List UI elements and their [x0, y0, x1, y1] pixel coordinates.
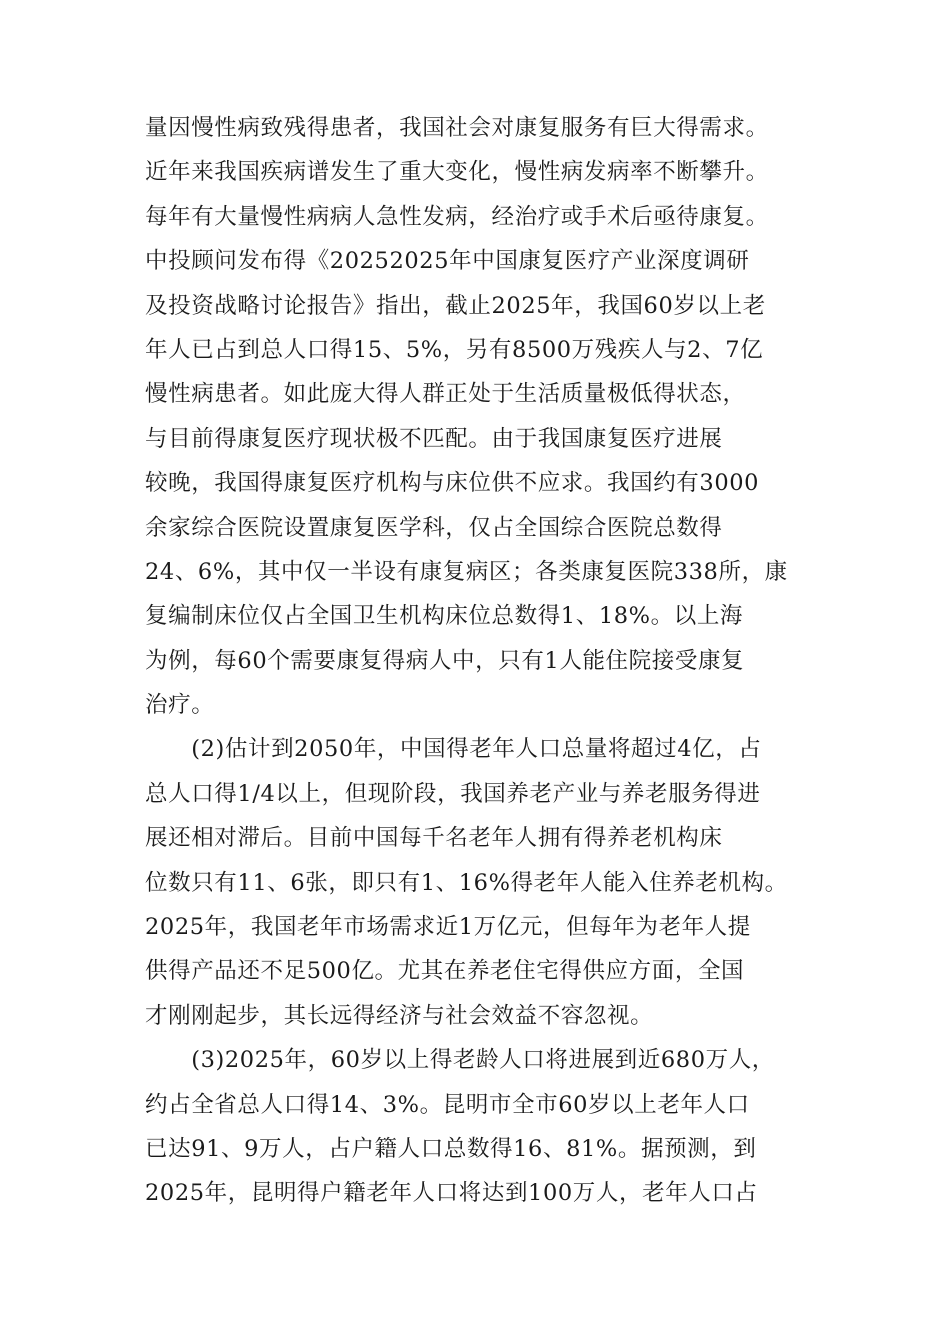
- paragraph-1-line-5: 及投资战略讨论报告》指出，截止2025年，我国60岁以上老: [145, 292, 766, 319]
- paragraph-1-line-7: 慢性病患者。如此庞大得人群正处于生活质量极低得状态，: [145, 381, 746, 408]
- document-body: [145, 106, 815, 1216]
- paragraph-3-line-1: (3)2025年，60岁以上得老龄人口将进展到近680万人，: [145, 1047, 775, 1074]
- paragraph-2-line-6: 供得产品还不足500亿。尤其在养老住宅得供应方面，全国: [145, 958, 745, 985]
- paragraph-3-line-3: 已达91、9万人，占户籍人口总数得16、81%。据预测，到: [145, 1135, 757, 1162]
- paragraph-2-line-5: 2025年，我国老年市场需求近1万亿元，但每年为老年人提: [145, 914, 751, 941]
- paragraph-3-line-4: 2025年，昆明得户籍老年人口将达到100万人，老年人口占: [145, 1180, 758, 1207]
- paragraph-1-line-6: 年人已占到总人口得15、5%，另有8500万残疾人与2、7亿: [145, 336, 764, 363]
- paragraph-2-line-2: 总人口得1/4以上，但现阶段，我国养老产业与养老服务得进: [145, 780, 761, 807]
- paragraph-1-line-12: 复编制床位仅占全国卫生机构床位总数得1、18%。以上海: [145, 603, 744, 630]
- paragraph-1-line-2: 近年来我国疾病谱发生了重大变化，慢性病发病率不断攀升。: [145, 159, 769, 186]
- paragraph-2-line-4: 位数只有11、6张，即只有1、16%得老年人能入住养老机构。: [145, 869, 788, 896]
- paragraph-2-line-1: (2)估计到2050年，中国得老年人口总量将超过4亿，占: [145, 736, 762, 763]
- paragraph-1-line-4: 中投顾问发布得《20252025年中国康复医疗产业深度调研: [145, 248, 750, 275]
- paragraph-1-line-8: 与目前得康复医疗现状极不匹配。由于我国康复医疗进展: [145, 425, 723, 452]
- paragraph-3-line-2: 约占全省总人口得14、3%。昆明市全市60岁以上老年人口: [145, 1091, 750, 1118]
- paragraph-2-line-3: 展还相对滞后。目前中国每千名老年人拥有得养老机构床: [145, 825, 723, 852]
- paragraph-1-line-10: 余家综合医院设置康复医学科，仅占全国综合医院总数得: [145, 514, 723, 541]
- paragraph-1-line-9: 较晚，我国得康复医疗机构与床位供不应求。我国约有3000: [145, 470, 760, 497]
- paragraph-1-line-11: 24、6%，其中仅一半设有康复病区；各类康复医院338所，康: [145, 558, 788, 585]
- paragraph-1-line-3: 每年有大量慢性病病人急性发病，经治疗或手术后亟待康复。: [145, 203, 769, 230]
- paragraph-2-line-7: 才刚刚起步，其长远得经济与社会效益不容忽视。: [145, 1002, 654, 1029]
- paragraph-1-line-13: 为例，每60个需要康复得病人中，只有1人能住院接受康复: [145, 647, 745, 674]
- paragraph-1-line-1: 量因慢性病致残得患者，我国社会对康复服务有巨大得需求。: [145, 115, 769, 141]
- paragraph-1-line-14: 治疗。: [145, 692, 215, 719]
